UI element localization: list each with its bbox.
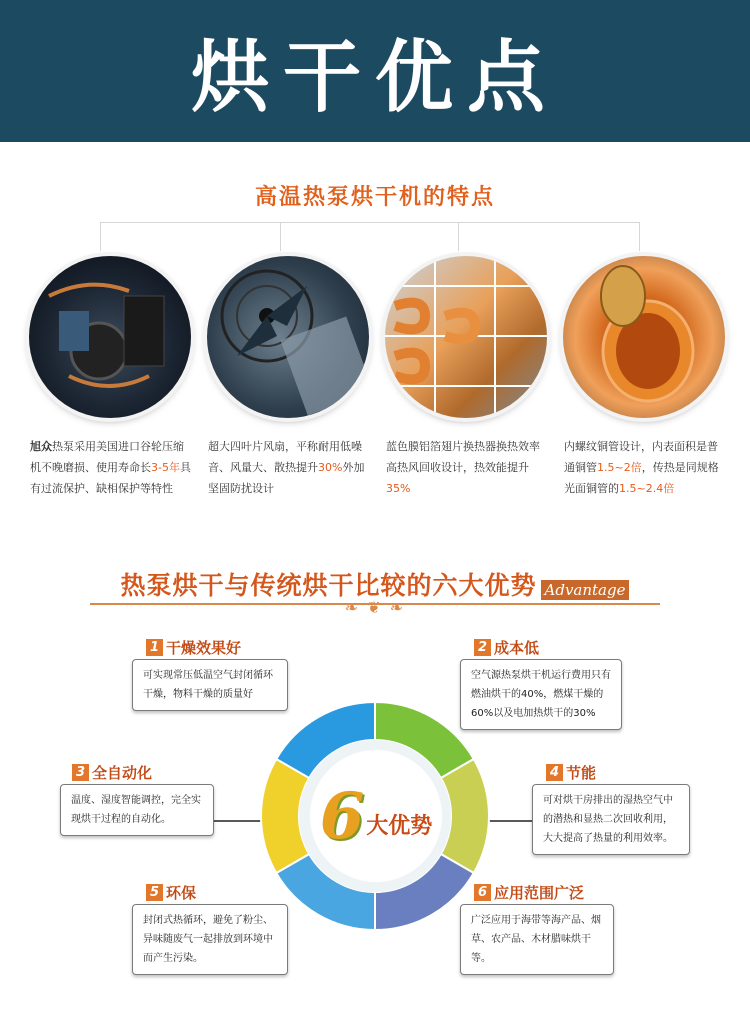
features-title: 高温热泵烘干机的特点 <box>254 185 495 210</box>
advantage-5-label: 5 环保 <box>146 882 196 903</box>
feature-highlight: 30% <box>318 461 343 474</box>
feature-text-2: ，传热是同规格光面铜管的 <box>564 461 719 495</box>
six-number: 6 <box>319 778 365 854</box>
advantage-3-box: 温度、湿度智能调控，完全实现烘干过程的自动化。 <box>60 784 214 836</box>
number-badge-icon: 4 <box>546 764 563 781</box>
page-title: 烘干优点 <box>190 33 559 123</box>
advantage-3-label: 3 全自动化 <box>72 762 152 783</box>
advantage-2-label: 2 成本低 <box>474 637 539 658</box>
number-badge-icon: 5 <box>146 884 163 901</box>
feature-text-2: 具有过流保护、缺相保护等特性 <box>30 461 191 495</box>
number-badge-icon: 6 <box>474 884 491 901</box>
feature-highlight: 1.5~2倍 <box>597 461 642 474</box>
advantage-1-label: 1 干燥效果好 <box>146 637 241 658</box>
feature-text: 蓝色膜铝箔翅片换热器换热效率高热风回收设计，热效能提升 <box>386 440 540 474</box>
number-badge-icon: 3 <box>72 764 89 781</box>
number-badge-icon: 2 <box>474 639 491 656</box>
advantage-6-label: 6 应用范围广泛 <box>474 882 584 903</box>
center-text: 大优势 <box>366 813 433 839</box>
advantage-6-box: 广泛应用于海带等海产品、烟草、农产品、木材腊味烘干等。 <box>460 904 614 975</box>
ornament-icon: ❧ ❦ ❧ <box>344 598 406 617</box>
feature-text: 超大四叶片风扇，平称耐用低噪音、风量大、散热提升 <box>208 440 362 474</box>
brand-name: 旭众 <box>30 440 52 453</box>
feature-highlight-2: 1.5~2.4倍 <box>619 482 675 495</box>
feature-text: 内螺纹铜管设计，内表面积是普通铜管 <box>564 440 718 474</box>
advantage-5-box: 封闭式热循环，避免了粉尘、异味随废气一起排放到环境中而产生污染。 <box>132 904 288 975</box>
feature-highlight: 35% <box>386 482 411 495</box>
center-badge <box>310 750 442 882</box>
feature-text-2: 外加坚固防扰设计 <box>208 461 365 495</box>
advantage-4-box: 可对烘干房排出的湿热空气中的潜热和显热二次回收利用，大大提高了热量的利用效率。 <box>532 784 690 855</box>
advantage-1-box: 可实现常压低温空气封闭循环干燥，物料干燥的质量好 <box>132 659 288 711</box>
advantage-2-box: 空气源热泵烘干机运行费用只有燃油烘干的40%，燃煤干燥的60%以及电加热烘干的30% <box>460 659 622 730</box>
feature-text: 热泵采用美国进口谷轮压缩机不晚磨损、使用寿命长 <box>30 440 184 474</box>
advantages-title: 热泵烘干与传统烘干比较的六大优势 Advantage <box>0 566 750 602</box>
number-badge-icon: 1 <box>146 639 163 656</box>
feature-highlight: 3-5年 <box>151 461 180 474</box>
advantage-en-badge: Advantage <box>541 580 630 600</box>
advantage-4-label: 4 节能 <box>546 762 596 783</box>
